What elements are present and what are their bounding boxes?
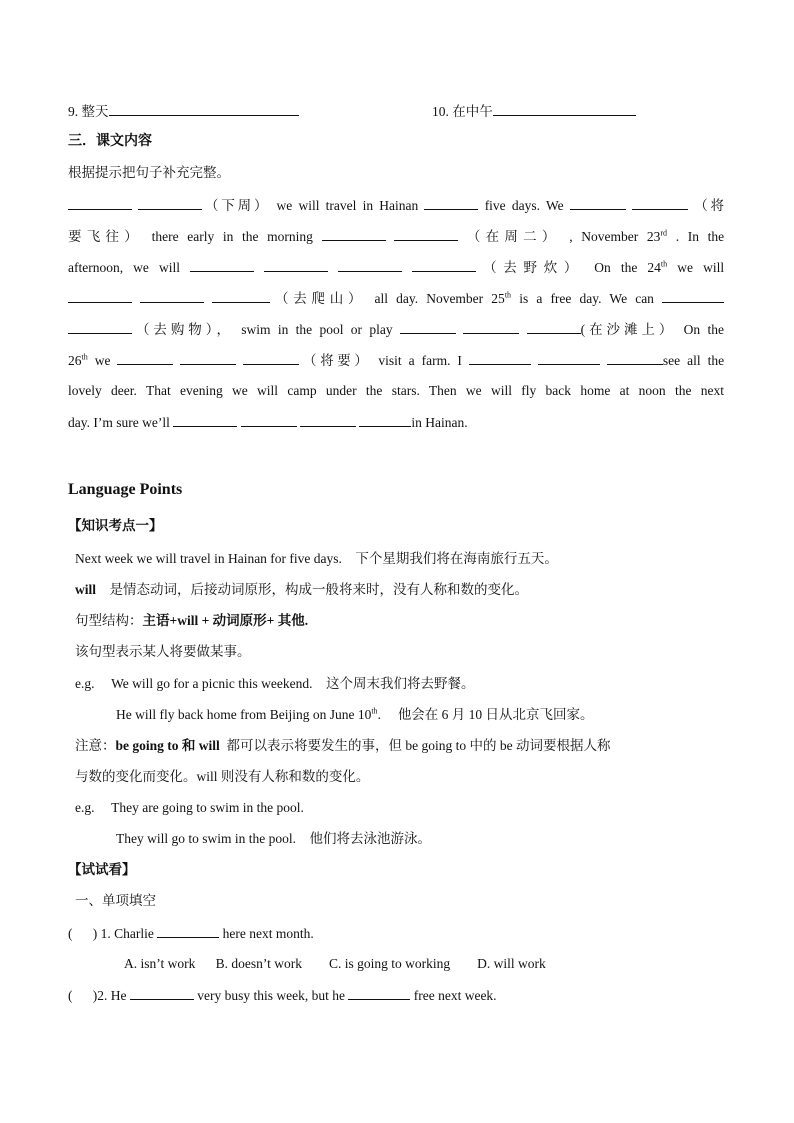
passage-line-5 [68, 319, 724, 340]
knowledge-point-1-title: 【知识考点一】 [68, 518, 163, 533]
question-1-options [124, 954, 546, 974]
will-description [75, 580, 528, 600]
hint: （在周二） [466, 229, 561, 244]
language-points-title: Language Points [68, 481, 183, 498]
structure-formula: 主语+will + 动词原形+ 其他. [142, 613, 309, 628]
example-en: They are going to swim in the pool. [111, 800, 304, 815]
blank[interactable] [173, 412, 237, 427]
passage-line-8 [68, 412, 468, 433]
will-word: will [75, 582, 97, 597]
structure-meaning: 该句型表示某人将要做某事。 [75, 644, 251, 659]
question-text: very busy this week, but he [197, 988, 345, 1003]
answer-paren[interactable]: ( ) [68, 988, 98, 1003]
question-2 [68, 985, 497, 1006]
question-1 [68, 923, 314, 944]
blank[interactable] [157, 923, 219, 938]
example-cn: 下个星期我们将在海南旅行五天。 [355, 551, 558, 566]
passage-line-6 [68, 350, 724, 371]
ordinal-sup: th [81, 352, 88, 362]
example-4 [116, 829, 431, 849]
example-en: He will fly back home from Beijing on June 10 [116, 707, 372, 722]
sentence-structure [75, 611, 308, 631]
example-en: Next week we will travel in Hainan for five days. [75, 551, 342, 566]
example-cn: 他会在 6 月 10 日从北京飞回家。 [397, 707, 594, 722]
vocab-item-10 [432, 101, 636, 122]
example-sentence [75, 549, 558, 569]
blank[interactable] [300, 412, 356, 427]
blank[interactable] [264, 257, 328, 272]
blank[interactable] [68, 319, 132, 334]
section3-instruction: 根据提示把句子补充完整。 [68, 165, 230, 180]
vocab-item-9 [68, 101, 299, 122]
ordinal-sup: th [371, 706, 378, 716]
blank[interactable] [68, 288, 132, 303]
section3-title: 三．课文内容 [68, 134, 152, 149]
vocab-item-9-label: 9. 整天 [68, 104, 109, 119]
passage-text: On the [683, 322, 724, 337]
passage-text: visit a farm. I [378, 353, 462, 368]
passage-text: we will [677, 260, 725, 275]
question-text: here next month. [222, 926, 314, 941]
blank[interactable] [400, 319, 456, 334]
question-text: 1. Charlie [100, 926, 154, 941]
example-cn: 这个周末我们将去野餐。 [326, 676, 475, 691]
blank[interactable] [241, 412, 297, 427]
eg-label: e.g. [75, 800, 95, 815]
example-3 [75, 798, 304, 818]
question-text: 2. He [97, 988, 127, 1003]
blank[interactable] [212, 288, 270, 303]
passage-text: . In the [675, 229, 725, 244]
ordinal-sup: th [660, 259, 668, 269]
example-2 [116, 705, 594, 725]
blank[interactable] [469, 350, 531, 365]
blank[interactable] [412, 257, 476, 272]
blank[interactable] [68, 195, 132, 210]
practice-subtitle: 一、单项填空 [75, 893, 156, 908]
passage-text: in Hainan. [411, 415, 468, 430]
hint: （去爬山） [270, 291, 367, 306]
example-en: They will go to swim in the pool. [116, 831, 296, 846]
passage-text: afternoon, we will [68, 260, 181, 275]
blank[interactable] [570, 195, 626, 210]
blank[interactable] [180, 350, 236, 365]
passage-line-1 [68, 195, 724, 216]
will-desc-text: 是情态动词，后接动词原形，构成一般将来时，没有人称和数的变化。 [109, 582, 529, 597]
passage-line-7: lovely deer. That evening we will camp under the stars. Then we will fly back home at noon the next [68, 383, 724, 398]
example-cn: 他们将去泳池游泳。 [309, 831, 431, 846]
blank[interactable] [338, 257, 402, 272]
blank[interactable] [607, 350, 663, 365]
example-1 [75, 674, 475, 694]
note-line-2: 与数的变化而变化。will 则没有人称和数的变化。 [75, 769, 370, 784]
hint: （去购物）， [132, 322, 234, 337]
blank[interactable] [538, 350, 600, 365]
example-en: We will go for a picnic this weekend. [111, 676, 313, 691]
blank[interactable] [109, 101, 299, 116]
passage-text: five days. We [484, 198, 564, 213]
hint: （去野炊） [476, 260, 585, 275]
note-text: 都可以表示将要发生的事，但 be going to 中的 be 动词要根据人称 [226, 738, 611, 753]
blank[interactable] [243, 350, 299, 365]
structure-label: 句型结构： [75, 613, 143, 628]
option-b[interactable]: B. doesn’t work [215, 956, 303, 971]
blank[interactable] [632, 195, 688, 210]
blank[interactable] [662, 288, 724, 303]
example-en-end: . [377, 707, 381, 722]
passage-line-2 [68, 226, 724, 247]
eg-label: e.g. [75, 676, 95, 691]
ordinal-sup: rd [660, 228, 668, 238]
blank[interactable] [463, 319, 519, 334]
blank[interactable] [359, 412, 411, 427]
blank[interactable] [190, 257, 254, 272]
passage-text: , November 23 [569, 229, 661, 244]
blank[interactable] [117, 350, 173, 365]
blank[interactable] [527, 319, 581, 334]
passage-text: there early in the morning [151, 229, 313, 244]
passage-line-3 [68, 257, 724, 278]
note-line-1 [75, 736, 611, 756]
blank[interactable] [348, 985, 410, 1000]
note-bold: be going to 和 will [115, 738, 220, 753]
passage-text: day. I’m sure we’ll [68, 415, 170, 430]
blank[interactable] [322, 226, 386, 241]
passage-line-4 [68, 288, 724, 309]
question-text: free next week. [413, 988, 497, 1003]
hint: （将 [694, 198, 725, 213]
passage-text: 26 [68, 353, 82, 368]
passage-text: we will travel in Hainan [276, 198, 419, 213]
passage-text: swim in the pool or play [241, 322, 393, 337]
hint: （将要） [299, 353, 372, 368]
note-label: 注意： [75, 738, 116, 753]
passage-text: is a free day. We can [519, 291, 654, 306]
vocab-item-10-label: 10. 在中午 [432, 104, 493, 119]
blank[interactable] [130, 985, 194, 1000]
blank[interactable] [140, 288, 204, 303]
answer-paren[interactable]: ( ) [68, 926, 98, 941]
option-c[interactable]: C. is going to working [329, 956, 451, 971]
passage-text: On the 24 [594, 260, 661, 275]
blank[interactable] [424, 195, 478, 210]
blank[interactable] [493, 101, 636, 116]
blank[interactable] [394, 226, 458, 241]
practice-title: 【试试看】 [68, 862, 136, 877]
passage-text: all day. November 25 [374, 291, 505, 306]
option-a[interactable]: A. isn’t work [124, 956, 196, 971]
hint: 要飞往） [68, 229, 144, 244]
option-d[interactable]: D. will work [477, 956, 546, 971]
ordinal-sup: th [504, 290, 512, 300]
passage-text: see all the [662, 353, 725, 368]
hint: （下周） [202, 198, 271, 213]
hint: (在沙滩上） [580, 322, 677, 337]
blank[interactable] [138, 195, 202, 210]
passage-text: we [94, 353, 111, 368]
